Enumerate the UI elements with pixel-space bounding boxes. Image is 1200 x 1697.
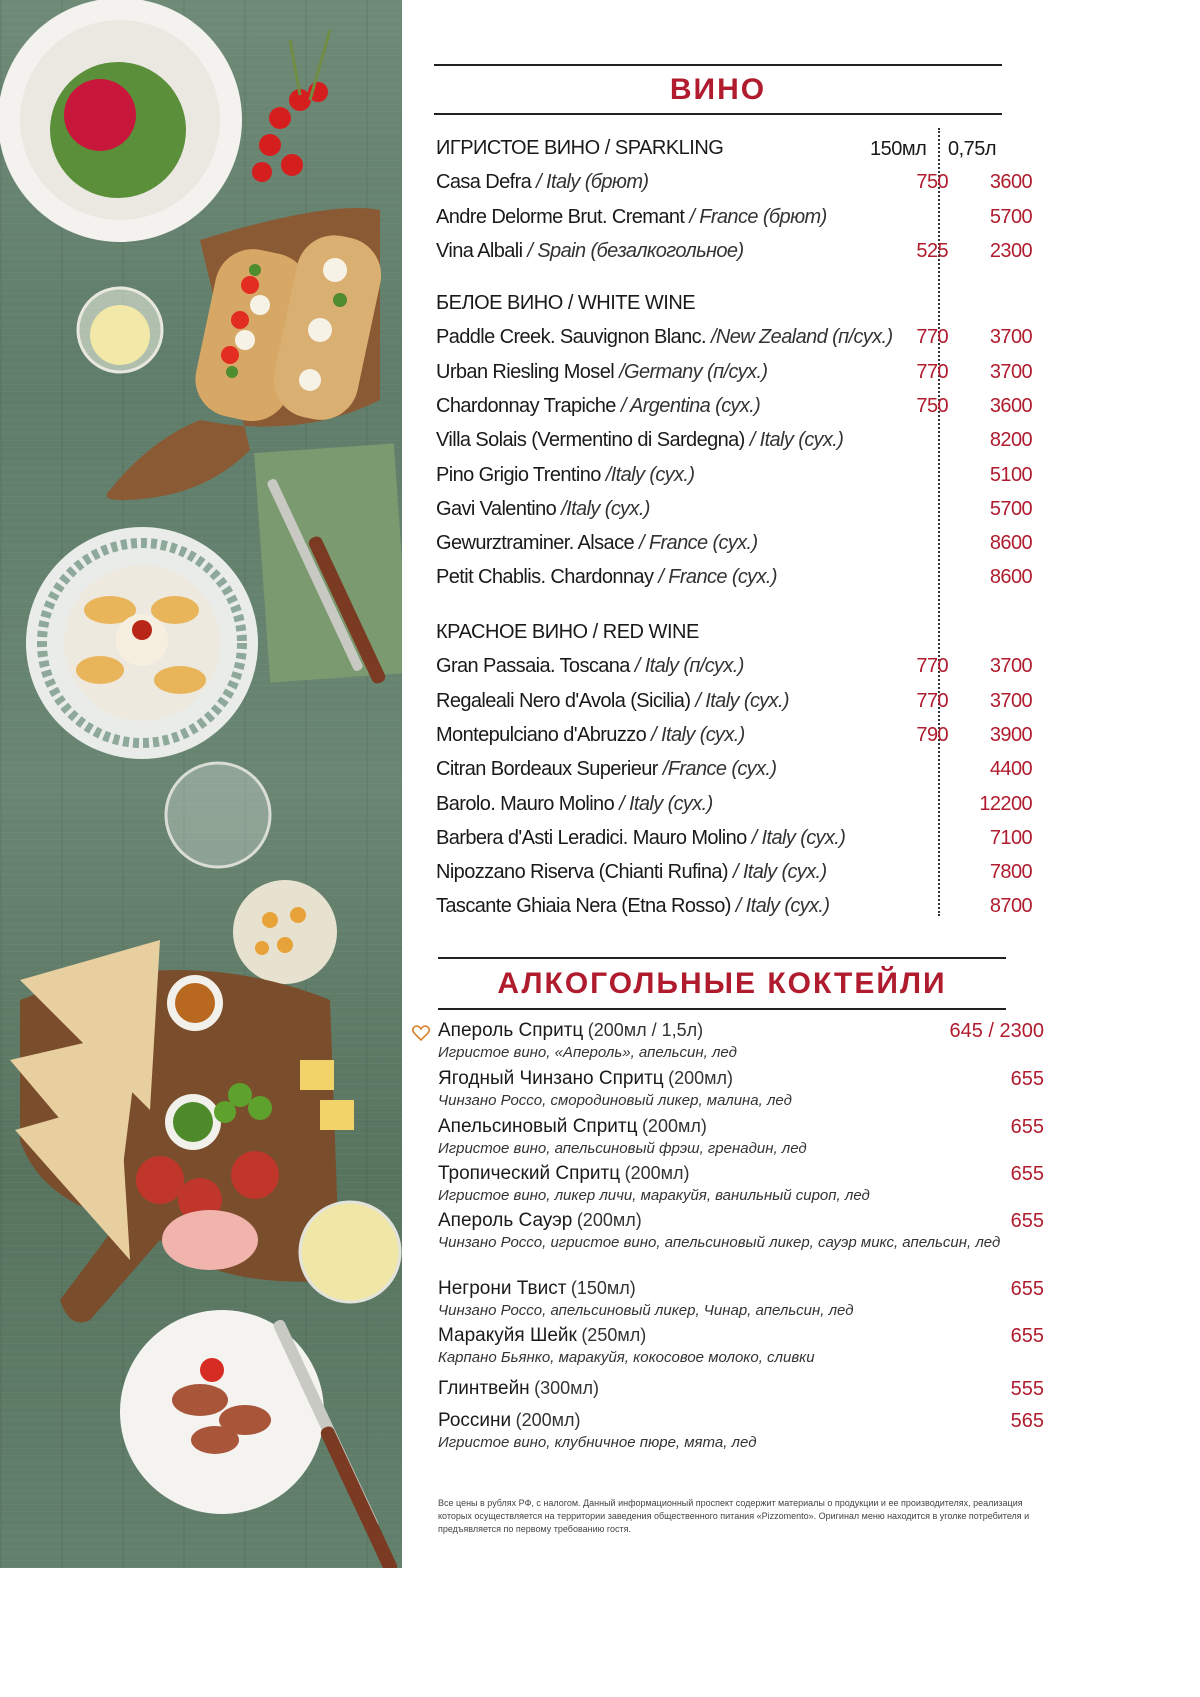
- price-075l: 12200: [979, 792, 1032, 815]
- wine-name: Barolo. Mauro Molino: [436, 792, 615, 815]
- wine-name: Casa Defra: [436, 171, 532, 194]
- wine-name: Paddle Creek. Sauvignon Blanc.: [436, 326, 706, 349]
- wine-row: [436, 758, 1036, 788]
- price-075l: 5700: [989, 497, 1032, 520]
- wine-origin: / Spain: [527, 239, 586, 262]
- wine-style: (п/сух.): [707, 360, 768, 383]
- wine-entry: [436, 206, 827, 229]
- wine-style: (сух.): [649, 463, 695, 486]
- wine-style: (сух.): [743, 689, 789, 712]
- wine-name: Barbera d'Asti Leradici. Mauro Molino: [436, 826, 747, 849]
- cocktail-item: [438, 1378, 1044, 1400]
- wine-origin: / Italy: [732, 861, 777, 884]
- wine-entry: [436, 690, 789, 713]
- price-150ml: 750: [916, 394, 948, 417]
- wine-style: (сух.): [800, 826, 846, 849]
- wine-title: ВИНО: [669, 73, 767, 106]
- price-075l: 3700: [989, 655, 1032, 678]
- price-150ml: 770: [916, 360, 948, 383]
- wine-style: (п/сух.): [683, 655, 744, 678]
- wine-style: (сух.): [798, 429, 844, 452]
- wine-entry: [436, 532, 758, 555]
- wine-style: (сух.): [667, 792, 713, 815]
- wine-name: Chardonnay Trapiche: [436, 394, 616, 417]
- wine-row: [436, 566, 1036, 596]
- wine-row: [436, 361, 1036, 391]
- wine-origin: / Italy: [751, 826, 796, 849]
- price-150ml: 770: [916, 326, 948, 349]
- price-075l: 3600: [989, 394, 1032, 417]
- wine-row: [436, 861, 1036, 891]
- cocktail-name: Апельсиновый Спритц: [438, 1116, 638, 1137]
- wine-origin: /Germany: [619, 360, 703, 383]
- cocktail-item: [438, 1068, 1044, 1111]
- wine-name: Petit Chablis. Chardonnay: [436, 566, 654, 589]
- price-075l: 3600: [989, 171, 1032, 194]
- wine-style: (сух.): [712, 532, 758, 555]
- price-150ml: 770: [916, 655, 948, 678]
- heart-outline-icon: [412, 1025, 430, 1041]
- wine-origin: / Italy: [749, 429, 794, 452]
- cocktails-top-rule: [438, 957, 1006, 959]
- cocktail-volume: (200мл): [624, 1163, 690, 1183]
- price-150ml: 770: [916, 689, 948, 712]
- cocktail-name: Негрони Твист: [438, 1278, 567, 1299]
- wine-style: (п/сух.): [832, 326, 893, 349]
- wine-style: (сух.): [715, 394, 761, 417]
- wine-entry: [436, 395, 760, 418]
- wine-entry: [436, 361, 767, 384]
- wine-name: Gran Passaia. Toscana: [436, 655, 630, 678]
- cocktail-price: 555: [1010, 1378, 1044, 1400]
- wine-name: Nipozzano Riserva (Chianti Rufina): [436, 861, 728, 884]
- price-075l: 4400: [989, 758, 1032, 781]
- wine-row: [436, 206, 1036, 236]
- wine-style: (сух.): [784, 895, 830, 918]
- wine-name: Andre Delorme Brut. Cremant: [436, 205, 685, 228]
- price-075l: 7800: [989, 861, 1032, 884]
- cocktail-volume: (200мл): [576, 1210, 642, 1230]
- wine-name: Citran Bordeaux Superieur: [436, 758, 658, 781]
- wine-origin: / Argentina: [620, 394, 711, 417]
- cocktail-item: [438, 1116, 1044, 1159]
- cocktail-price: 655: [1010, 1278, 1044, 1300]
- cocktail-volume: (250мл): [581, 1325, 647, 1345]
- cocktail-description: Чинзано Россо, апельсиновый ликер, Чинар, апельсин, лед: [438, 1302, 854, 1319]
- wine-entry: [436, 566, 777, 589]
- wine-entry: [436, 827, 845, 850]
- cocktail-name: Ягодный Чинзано Спритц: [438, 1068, 664, 1089]
- price-075l: 8700: [989, 895, 1032, 918]
- wine-row: [436, 827, 1036, 857]
- cocktail-item: [438, 1163, 1044, 1206]
- wine-row: [436, 498, 1036, 528]
- wine-row: [436, 793, 1036, 823]
- cocktail-item: [438, 1020, 1044, 1063]
- wine-title-rule: [434, 113, 1002, 115]
- wine-origin: / France: [638, 532, 708, 555]
- wine-entry: [436, 240, 744, 263]
- legal-note: Все цены в рублях РФ, с налогом. Данный информационный проспект содержит материалы о продукции и ее производителях, реализация которых осуществляется на территории заведения общественного питания «Pizzomento». Оригинал меню находится в уголке потребителя и предъявляется по первому требованию гостя.: [438, 1498, 1030, 1534]
- wine-row: [436, 171, 1036, 201]
- price-150ml: 790: [916, 723, 948, 746]
- col-150ml-header: 150мл: [870, 138, 927, 160]
- wine-name: Regaleali Nero d'Avola (Sicilia): [436, 689, 691, 712]
- price-075l: 3900: [989, 723, 1032, 746]
- cocktail-item: [438, 1210, 1044, 1253]
- cocktail-name: Апероль Спритц: [438, 1020, 584, 1041]
- wine-name: Vina Albali: [436, 239, 523, 262]
- wine-name: Montepulciano d'Abruzzo: [436, 723, 647, 746]
- cocktail-description: Игристое вино, ликер личи, маракуйя, ванильный сироп, лед: [438, 1187, 870, 1204]
- cocktail-description: Игристое вино, клубничное пюре, мята, лед: [438, 1434, 757, 1451]
- cocktail-volume: (200мл): [668, 1068, 734, 1088]
- col-075l-header: 0,75л: [948, 138, 997, 160]
- price-150ml: 750: [916, 171, 948, 194]
- price-075l: 3700: [989, 326, 1032, 349]
- wine-entry: [436, 655, 744, 678]
- wine-row: [436, 429, 1036, 459]
- wine-row: [436, 240, 1036, 270]
- wine-section-title: ИГРИСТОЕ ВИНО / SPARKLING: [436, 137, 724, 159]
- wine-origin: / Italy: [619, 792, 663, 815]
- cocktails-title-rule: [438, 1008, 1006, 1010]
- cocktail-name: Россини: [438, 1410, 512, 1431]
- wine-entry: [436, 793, 713, 816]
- wine-entry: [436, 171, 648, 194]
- wine-top-rule: [434, 64, 1002, 66]
- price-075l: 8200: [989, 429, 1032, 452]
- cocktail-price: 655: [1010, 1163, 1044, 1185]
- cocktail-description: Игристое вино, апельсиновый фрэш, гренадин, лед: [438, 1140, 807, 1157]
- cocktail-volume: (150мл): [570, 1278, 636, 1298]
- price-075l: 3700: [989, 689, 1032, 712]
- cocktail-volume: (300мл): [534, 1378, 600, 1398]
- wine-origin: / Italy: [735, 895, 780, 918]
- cocktail-description: Чинзано Россо, смородиновый ликер, малина, лед: [438, 1092, 792, 1109]
- wine-entry: [436, 498, 650, 521]
- price-075l: 2300: [989, 239, 1032, 262]
- wine-style: (сух.): [731, 566, 777, 589]
- wine-section-title: КРАСНОЕ ВИНО / RED WINE: [436, 621, 699, 643]
- price-075l: 5700: [989, 205, 1032, 228]
- price-075l: 7100: [989, 826, 1032, 849]
- wine-origin: / Italy: [695, 689, 739, 712]
- wine-origin: / France: [658, 566, 727, 589]
- cocktail-name: Апероль Сауэр: [438, 1210, 573, 1231]
- cocktail-price: 655: [1010, 1210, 1044, 1232]
- wine-row: [436, 395, 1036, 425]
- cocktails-title: АЛКОГОЛЬНЫЕ КОКТЕЙЛИ: [497, 967, 947, 1000]
- wine-row: [436, 895, 1036, 925]
- cocktail-item: [438, 1278, 1044, 1321]
- wine-row: [436, 655, 1036, 685]
- price-150ml: 525: [916, 239, 948, 262]
- wine-entry: [436, 758, 776, 781]
- wine-style: (сух.): [731, 758, 777, 781]
- price-075l: 3700: [989, 360, 1032, 383]
- wine-origin: /New Zealand: [710, 326, 828, 349]
- price-075l: 8600: [989, 532, 1032, 555]
- wine-entry: [436, 724, 745, 747]
- cocktail-name: Глинтвейн: [438, 1378, 530, 1399]
- wine-entry: [436, 861, 827, 884]
- cocktail-price: 655: [1010, 1116, 1044, 1138]
- price-075l: 5100: [989, 463, 1032, 486]
- cocktail-price: 645 / 2300: [949, 1020, 1044, 1042]
- wine-name: Gavi Valentino: [436, 497, 557, 520]
- cocktail-description: Карпано Бьянко, маракуйя, кокосовое молоко, сливки: [438, 1349, 815, 1366]
- cocktail-name: Тропический Спритц: [438, 1163, 621, 1184]
- wine-origin: /Italy: [605, 463, 645, 486]
- wine-origin: /France: [662, 758, 727, 781]
- wine-name: Pino Grigio Trentino: [436, 463, 601, 486]
- wine-origin: / Italy: [651, 723, 695, 746]
- wine-style: (брют): [762, 205, 827, 228]
- wine-row: [436, 690, 1036, 720]
- wine-entry: [436, 326, 893, 349]
- wine-row: [436, 326, 1036, 356]
- wine-style: (брют): [584, 171, 649, 194]
- cocktail-volume: (200мл): [515, 1410, 581, 1430]
- menu-panel: [402, 0, 1098, 1568]
- cocktail-price: 655: [1010, 1068, 1044, 1090]
- wine-row: [436, 464, 1036, 494]
- wine-style: (сух.): [699, 723, 745, 746]
- wine-style: (безалкогольное): [590, 239, 744, 262]
- cocktail-price: 565: [1010, 1410, 1044, 1432]
- wine-style: (сух.): [781, 861, 827, 884]
- wine-origin: /Italy: [561, 497, 600, 520]
- wine-origin: / Italy: [634, 655, 679, 678]
- food-photo-illustration: [0, 0, 402, 1568]
- wine-section-title: БЕЛОЕ ВИНО / WHITE WINE: [436, 292, 696, 314]
- wine-entry: [436, 429, 843, 452]
- cocktail-description: Чинзано Россо, игристое вино, апельсиновый ликер, сауэр микс, апельсин, лед: [438, 1234, 1001, 1251]
- wine-row: [436, 724, 1036, 754]
- cocktail-volume: (200мл): [641, 1116, 707, 1136]
- price-075l: 8600: [989, 566, 1032, 589]
- wine-origin: / Italy: [536, 171, 580, 194]
- wine-style: (сух.): [604, 497, 650, 520]
- cocktail-item: [438, 1410, 1044, 1453]
- cocktail-item: [438, 1325, 1044, 1368]
- cocktail-volume: (200мл / 1,5л): [587, 1020, 704, 1040]
- wine-name: Urban Riesling Mosel: [436, 360, 615, 383]
- cocktail-price: 655: [1010, 1325, 1044, 1347]
- wine-entry: [436, 464, 694, 487]
- wine-entry: [436, 895, 829, 918]
- wine-name: Tascante Ghiaia Nera (Etna Rosso): [436, 895, 731, 918]
- wine-origin: / France: [689, 205, 758, 228]
- wine-row: [436, 532, 1036, 562]
- wine-name: Gewurztraminer. Alsace: [436, 532, 634, 555]
- cocktail-description: Игристое вино, «Апероль», апельсин, лед: [438, 1044, 737, 1061]
- cocktail-name: Маракуйя Шейк: [438, 1325, 577, 1346]
- food-photo-strip: [0, 0, 402, 1568]
- wine-name: Villa Solais (Vermentino di Sardegna): [436, 429, 745, 452]
